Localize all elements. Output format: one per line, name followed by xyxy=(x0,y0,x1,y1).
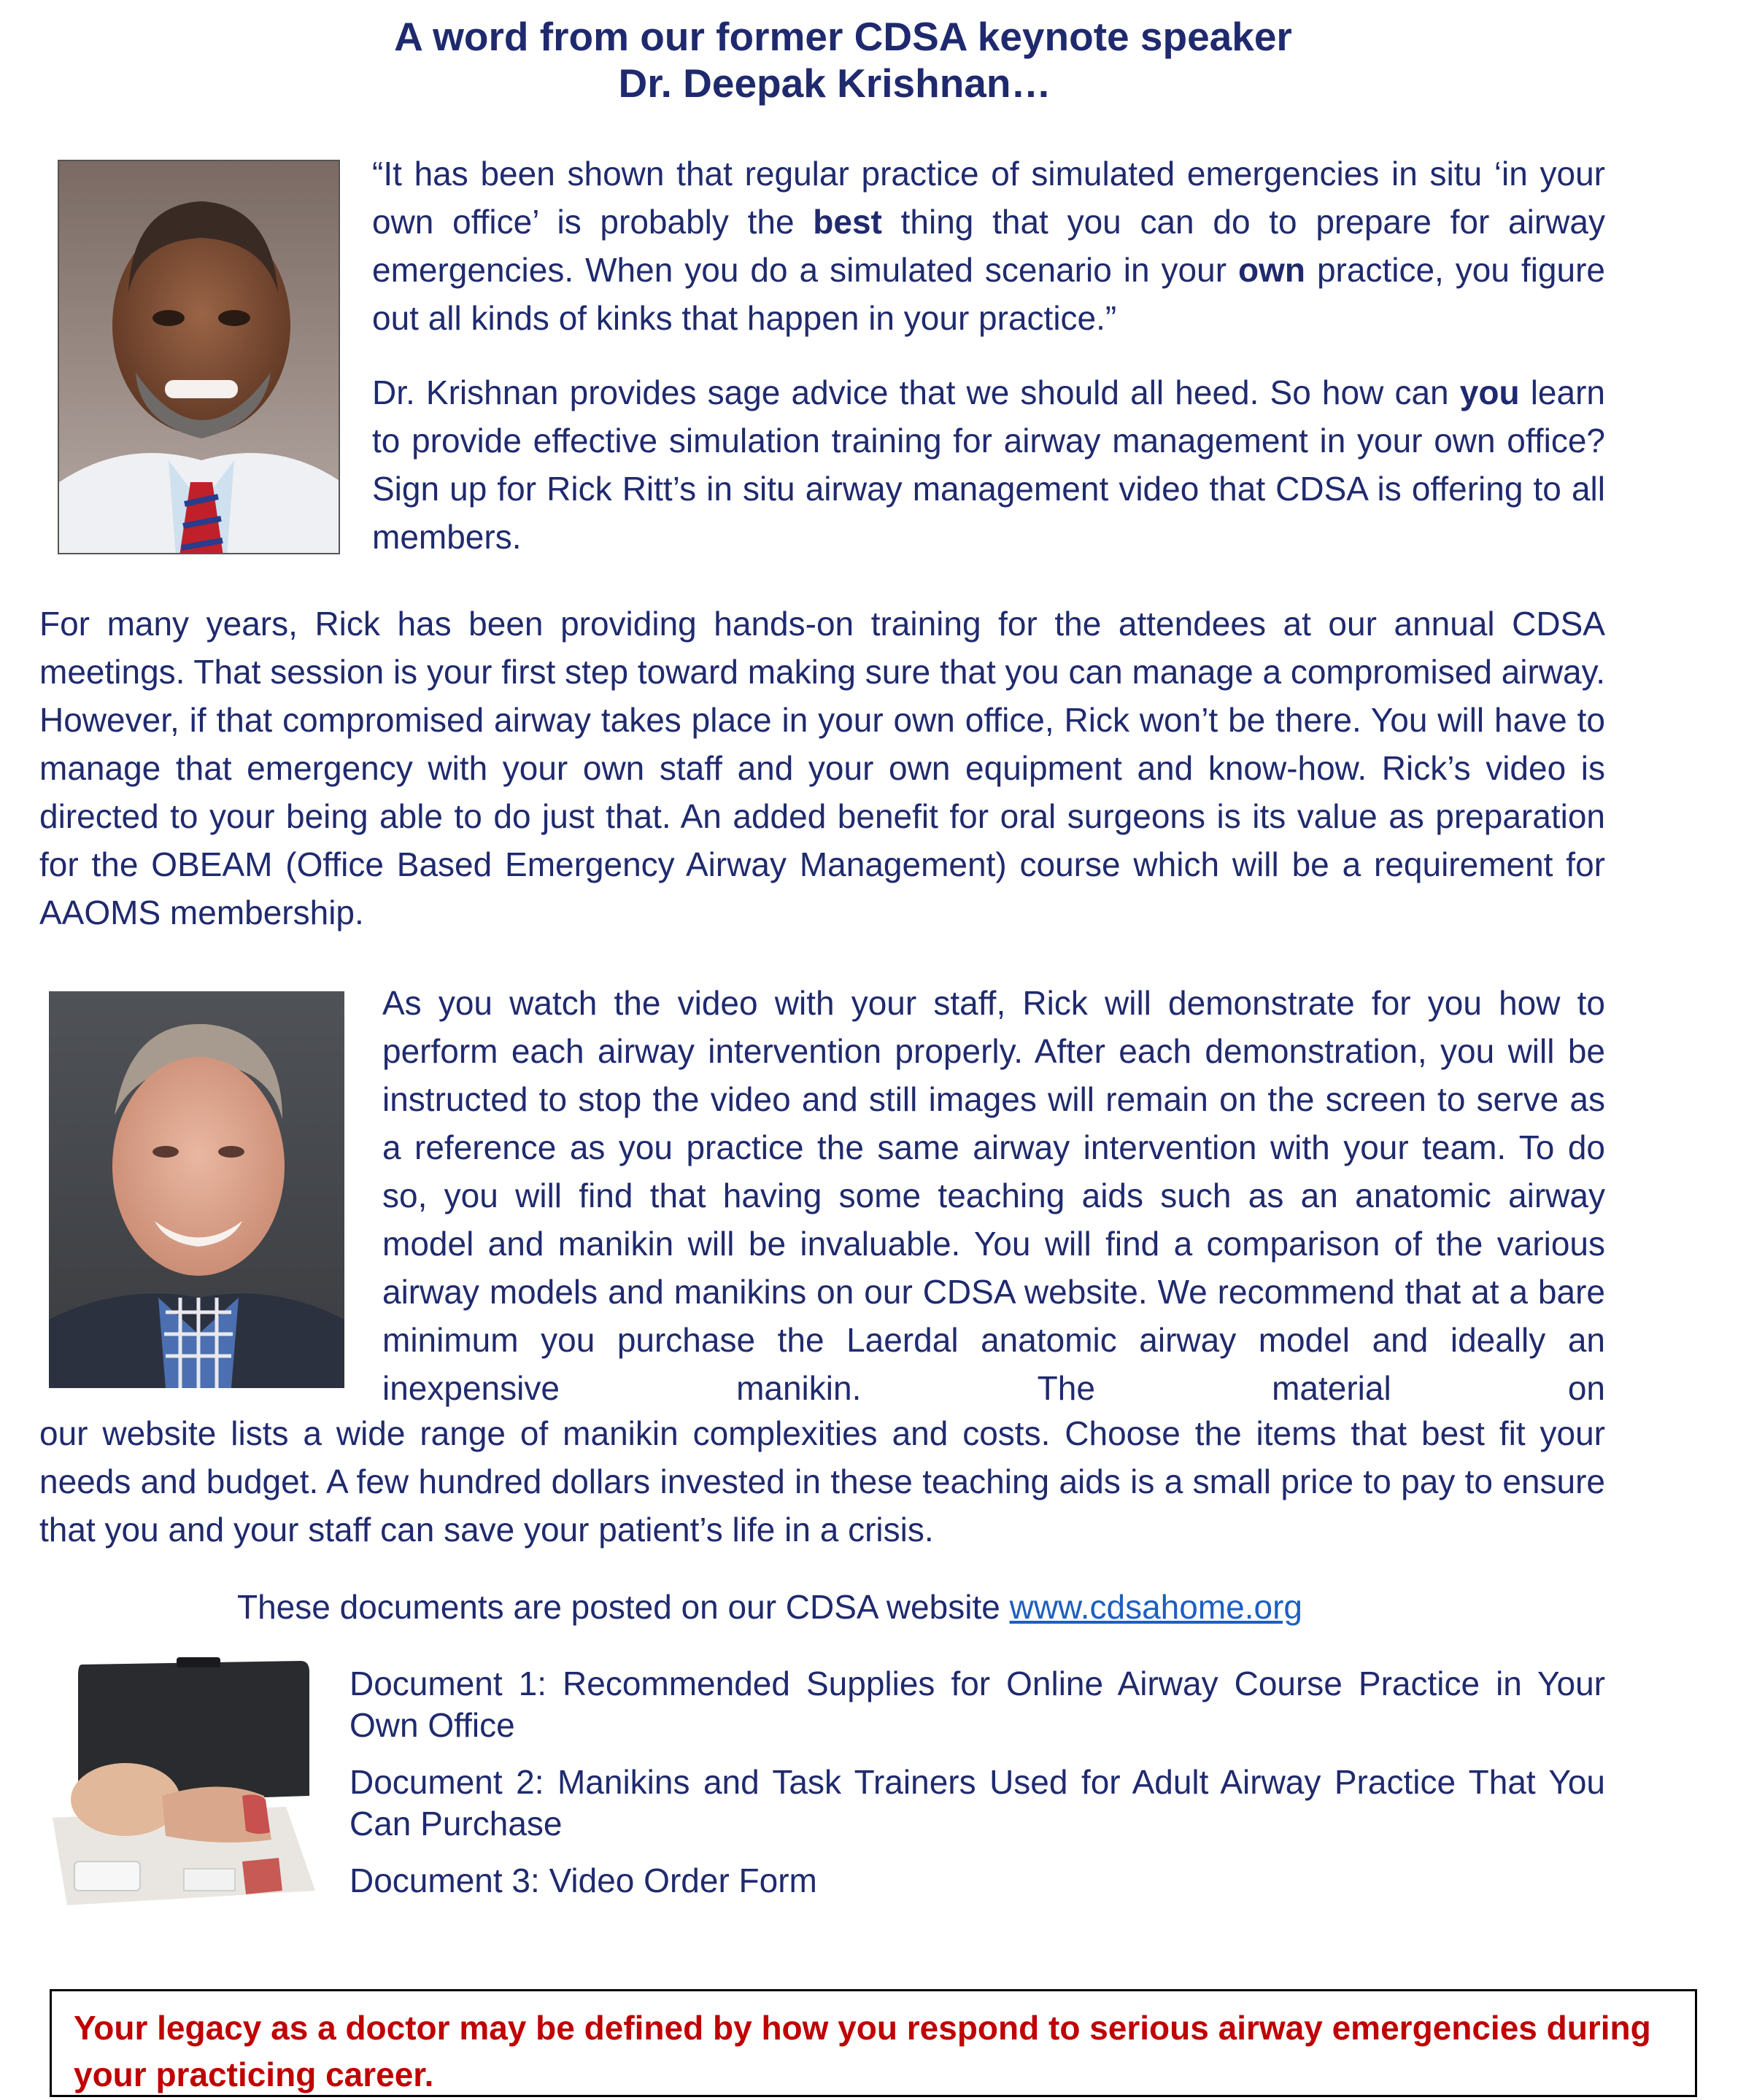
quote-part-1: “It has been shown that regular practice of simulated emergencies in situ ‘in your own office’ is probably the xyxy=(372,155,1605,241)
posted-text: These documents are posted on our CDSA website xyxy=(237,1588,1010,1626)
page-title xyxy=(0,13,1746,106)
quote-part-2: thing that you can do to prepare for airway emergencies. When you do a simulated scenario in your xyxy=(372,203,1605,289)
training-paragraph: For many years, Rick has been providing hands-on training for the attendees at our annual CDSA meetings. That session is your first step toward making sure that you can manage a compromised airway. However, if that compromised airway takes place in your own office, Rick won’t be there. You will have to manage that emergency with your own staff and your own equipment and know-how. Rick’s video is directed to your being able to do just that. An added benefit for oral surgeons is its value as preparation for the OBEAM (Office Based Emergency Airway Management) course which will be a requirement for AAOMS membership. xyxy=(39,605,1605,931)
advice-part-2: learn to provide effective simulation training for airway management in your own office? Sign up for Rick Ritt’s in situ airway management video that CDSA is offering to all members. xyxy=(372,373,1605,556)
document-1-item: Document 1: Recommended Supplies for Online Airway Course Practice in Your Own Office xyxy=(349,1665,1605,1744)
title-line-2: Dr. Deepak Krishnan… xyxy=(618,61,1051,106)
advice-part-1: Dr. Krishnan provides sage advice that we should all heed. So how can xyxy=(372,373,1460,411)
advice-emphasis-you: you xyxy=(1459,373,1520,411)
speaker-portrait-photo xyxy=(58,160,340,554)
teaching-aids-paragraph: our website lists a wide range of manikin complexities and costs. Choose the items that best fit your needs and budget. A few hundred dollars invested in these teaching aids is a small price to pay to ensure that you and your staff can save your patient’s life in a crisis. xyxy=(39,1414,1605,1549)
quote-part-3: practice, you figure out all kinds of kinks that happen in your practice.” xyxy=(372,251,1606,337)
document-2-item: Document 2: Manikins and Task Trainers Used for Adult Airway Practice That You Can Purchase xyxy=(349,1763,1605,1843)
legacy-callout-text: Your legacy as a doctor may be defined by how you respond to serious airway emergencies during your practicing career. xyxy=(74,2009,1651,2093)
presenter-portrait-photo xyxy=(49,991,344,1388)
legacy-callout-box xyxy=(50,1989,1697,2097)
quote-emphasis-own: own xyxy=(1238,251,1305,289)
quote-emphasis-best: best xyxy=(813,203,882,241)
title-line-1: A word from our former CDSA keynote speaker xyxy=(394,14,1292,59)
document-3-item: Document 3: Video Order Form xyxy=(349,1861,817,1899)
cdsa-website-link[interactable]: www.cdsahome.org xyxy=(1009,1588,1302,1626)
advice-paragraph xyxy=(372,368,1605,561)
airway-manikin-photo xyxy=(38,1650,322,1920)
documents-posted-line xyxy=(237,1583,1302,1631)
video-paragraph: As you watch the video with your staff, Rick will demonstrate for you how to perform each airway intervention properly. After each demonstration, you will be instructed to stop the video and still images will remain on the screen to serve as a reference as you practice the same airway intervention with your team. To do so, you will find that having some teaching aids such as an anatomic airway model and manikin will be invaluable. You will find a comparison of the various airway models and manikins on our CDSA website. We recommend that at a bare minimum you purchase the Laerdal anatomic airway model and ideally an inexpensive manikin. The material on xyxy=(382,984,1605,1407)
speaker-quote xyxy=(372,150,1605,342)
